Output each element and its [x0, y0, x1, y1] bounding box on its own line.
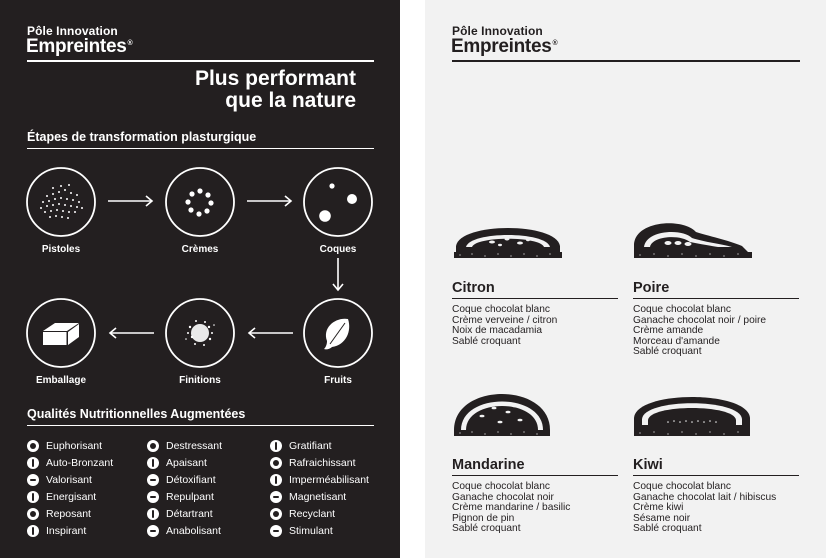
quality-item: Magnetisant	[270, 488, 369, 505]
poire-chocolate-illustration	[632, 216, 756, 262]
trophy-icon	[270, 440, 282, 452]
kiwi-chocolate-illustration	[632, 392, 752, 440]
heart-icon	[270, 525, 282, 537]
mandarine-chocolate-illustration	[452, 386, 552, 440]
cremes-icon	[164, 166, 236, 238]
check-icon	[147, 474, 159, 486]
qualities-title: Qualités Nutritionnelles Augmentées	[27, 407, 246, 421]
right-panel	[425, 0, 826, 558]
magnet-icon	[270, 491, 282, 503]
box-icon	[25, 297, 97, 369]
recycle-icon	[270, 508, 282, 520]
header-rule	[27, 60, 374, 62]
qualities-rule	[27, 425, 374, 426]
tooth-icon	[147, 508, 159, 520]
quality-item: Reposant	[27, 505, 113, 522]
quality-item: Anabolisant	[147, 522, 222, 539]
product-kiwi: Kiwi Coque chocolat blanc Ganache chocolat lait / hibiscus Crème kiwi Sésame noir Sablé croquant	[633, 457, 799, 535]
product-rule	[633, 298, 799, 299]
product-name: Poire	[633, 280, 670, 296]
qualities-column-2	[147, 437, 222, 539]
umbrella-icon	[270, 474, 282, 486]
product-name: Citron	[452, 280, 495, 296]
coques-icon	[302, 166, 374, 238]
moon-icon	[27, 508, 39, 520]
lips-icon	[147, 491, 159, 503]
headline: Plus performant que la nature	[194, 67, 356, 112]
quality-item: Stimulant	[270, 522, 369, 539]
product-poire: Poire Coque chocolat blanc Ganache chocolat noir / poire Crème amande Morceau d'amande Sablé croquant	[633, 280, 799, 358]
step-pistoles: Pistoles	[6, 166, 116, 255]
steps-rule	[27, 148, 374, 149]
brand-subtitle: Pôle Innovation	[452, 24, 543, 38]
arrow-right-icon	[247, 195, 293, 207]
badge-icon	[27, 474, 39, 486]
quality-item: Energisant	[27, 488, 113, 505]
quality-item: Apaisant	[147, 454, 222, 471]
smiley-icon	[27, 440, 39, 452]
finitions-icon	[164, 297, 236, 369]
step-finitions: Finitions	[145, 297, 255, 386]
product-rule	[452, 298, 618, 299]
quality-item: Valorisant	[27, 471, 113, 488]
quality-item: Euphorisant	[27, 437, 113, 454]
arrow-down-icon	[332, 258, 344, 292]
product-mandarine: Mandarine Coque chocolat blanc Ganache chocolat noir Crème mandarine / basilic Pignon de pin Sablé croquant	[452, 457, 618, 535]
brand-name: Empreintes®	[451, 36, 558, 57]
snowflake-icon	[270, 457, 282, 469]
product-name: Mandarine	[452, 457, 525, 473]
lightning-icon	[27, 491, 39, 503]
qualities-column-1	[27, 437, 113, 539]
quality-item: Repulpant	[147, 488, 222, 505]
step-fruits: Fruits	[283, 297, 393, 386]
product-rule	[633, 475, 799, 476]
quality-item: Détartrant	[147, 505, 222, 522]
brand-name: Empreintes®	[26, 36, 133, 57]
quality-item: Inspirant	[27, 522, 113, 539]
muscle-icon	[147, 525, 159, 537]
product-citron: Citron Coque chocolat blanc Crème verveine / citron Noix de macadamia Sablé croquant	[452, 280, 618, 347]
arrow-left-icon	[108, 327, 154, 339]
peace-icon	[147, 457, 159, 469]
quality-item: Destressant	[147, 437, 222, 454]
steps-title: Étapes de transformation plasturgique	[27, 130, 257, 144]
step-coques: Coques	[283, 166, 393, 255]
arrow-left-icon	[247, 327, 293, 339]
step-cremes: Crèmes	[145, 166, 255, 255]
quality-item: Gratifiant	[270, 437, 369, 454]
brand-subtitle: Pôle Innovation	[27, 24, 118, 38]
citron-chocolate-illustration	[452, 216, 564, 262]
fruit-icon	[302, 297, 374, 369]
bulb-icon	[27, 525, 39, 537]
quality-item: Rafraichissant	[270, 454, 369, 471]
yin-yang-icon	[147, 440, 159, 452]
sun-icon	[27, 457, 39, 469]
quality-item: Auto-Bronzant	[27, 454, 113, 471]
pistoles-icon	[25, 166, 97, 238]
qualities-column-3	[270, 437, 369, 539]
step-emballage: Emballage	[6, 297, 116, 386]
quality-item: Recyclant	[270, 505, 369, 522]
arrow-right-icon	[108, 195, 154, 207]
header-rule	[452, 60, 800, 62]
product-name: Kiwi	[633, 457, 663, 473]
product-rule	[452, 475, 618, 476]
left-panel	[0, 0, 400, 558]
quality-item: Imperméabilisant	[270, 471, 369, 488]
quality-item: Détoxifiant	[147, 471, 222, 488]
